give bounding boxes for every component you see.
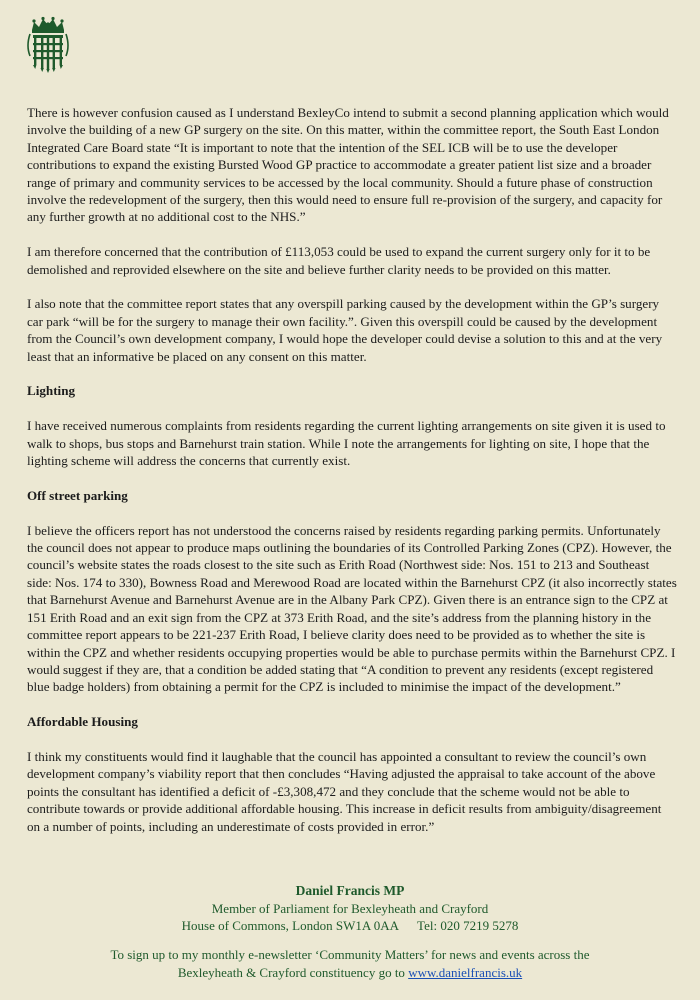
newsletter-signup xyxy=(0,946,700,981)
paragraph-contribution: I am therefore concerned that the contribution of £113,053 could be used to expand the current surgery only for it to be demolished and reprovided elsewhere on the site and believe further clarity needs to be provided on this matter. xyxy=(27,244,651,277)
heading-off-street-parking: Off street parking xyxy=(27,487,128,503)
portcullis-icon xyxy=(24,16,72,74)
mp-role: Member of Parliament for Bexleyheath and Crayford xyxy=(211,900,489,916)
signature-block xyxy=(0,882,700,935)
paragraph-parking: I believe the officers report has not understood the concerns raised by residents regarding parking permits. Unfortunately the council does not appear to produce maps outlining the boundaries of its Controlled Parking Zones (CPZ). However, the council’s website states the roads closest to the site such as Erith Road (Northwest side: Nos. 151 to 213 and Southeast side: Nos. 174 to 330), Bowness Road and Merewood Road are located within the Barnehurst CPZ (it also incorrectly states that Barnehurst Avenue and Barnehurst Avenue are in the Albany Park CPZ). Given there is an entrance sign to the CPZ at 151 Erith Road and an exit sign from the CPZ at 373 Erith Road, and the site’s address from the planning history in the committee report appears to be 221-237 Erith Road, I believe clarity does need to be provided as to whether the site is within the CPZ and whether residents occupying properties would be able to purchase permits within the Barnehurst CPZ. I would suggest if they are, that a condition be added stating that “A condition to prevent any residents (except registered blue badge holders) from obtaining a permit for the CPZ is included to minimise the impact of the development.” xyxy=(27,522,677,695)
paragraph-lighting: I have received numerous complaints from residents regarding the current lighting arrangements on site given it is used to walk to shops, bus stops and Barnehurst train station. While I note the arrangements for lighting on site, I hope that the lighting scheme will address the concerns that currently exist. xyxy=(27,418,666,469)
paragraph-overspill-parking: I also note that the committee report states that any overspill parking caused by the development within the GP’s surgery car park “will be for the surgery to manage their own facility.”. Given this overspill could be caused by the development from the Council’s own development company, I would hope the developer could devise a solution to this and at the very least that an informative be placed on any consent on this matter. xyxy=(27,296,663,364)
heading-affordable-housing: Affordable Housing xyxy=(27,714,138,730)
letter-body xyxy=(27,104,677,852)
heading-lighting: Lighting xyxy=(27,383,76,399)
website-link[interactable]: www.danielfrancis.uk xyxy=(408,964,523,980)
signup-text-line2 xyxy=(0,964,700,982)
paragraph-affordable-housing: I think my constituents would find it laughable that the council has appointed a consultant to review the council’s own development company’s viability report that then concludes “Having adjusted the appraisal to take account of the above points the consultant has identified a deficit of -£3,308,472 and they conclude that the scheme would not be able to contribute towards or provide additional affordable housing. This increase in deficit results from ambiguity/disagreement on a number of points, including an underestimate of costs provided in error.” xyxy=(27,748,662,834)
office-address: House of Commons, London SW1A 0AA xyxy=(181,918,400,934)
paragraph-gp-surgery: There is however confusion caused as I understand BexleyCo intend to submit a second planning application which would involve the building of a new GP surgery on the site. On this matter, within the committee report, the South East London Integrated Care Board state “It is important to note that the intention of the SEL ICB will be to use the developer contributions to expand the existing Bursted Wood GP practice to accommodate a greater patient list size and a broader range of primary and community services to be accessed by the local community. Should a future phase of construction involve the redevelopment of the surgery, then this would need to ensure full re-provision of the surgery, and capacity for any further growth at no additional cost to the NHS.” xyxy=(27,105,669,225)
signup-text-line1: To sign up to my monthly e-newsletter ‘Community Matters’ for news and events across the xyxy=(110,947,590,962)
signup-text: Bexleyheath & Crayford constituency go to xyxy=(177,964,405,980)
telephone: Tel: 020 7219 5278 xyxy=(417,918,519,934)
mp-name: Daniel Francis MP xyxy=(295,883,405,898)
contact-line xyxy=(0,917,700,935)
